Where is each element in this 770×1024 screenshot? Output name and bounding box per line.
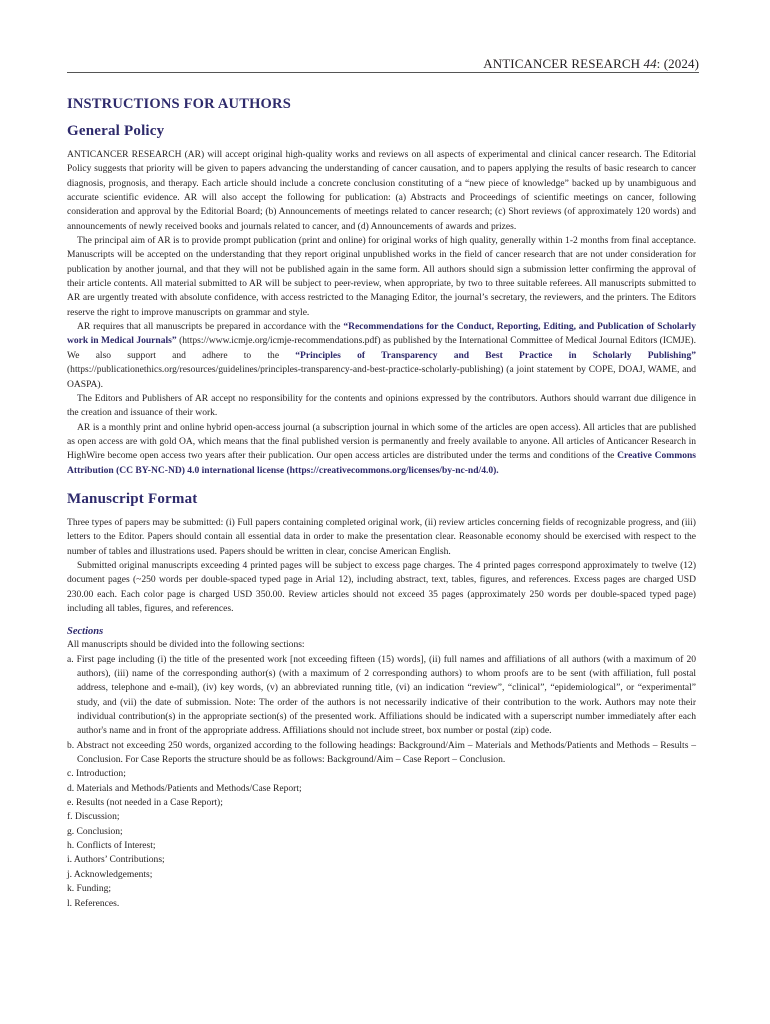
list-item: b. Abstract not exceeding 250 words, organized according to the following headings: Background/Aim – Materials and Methods/Patients and Methods – Results – Conclusion. For Case Reports the structure should be as follows: Background/Aim – Case Report – Conclusion. xyxy=(67,739,696,766)
header-divider xyxy=(67,72,699,73)
general-policy-paragraph-1: ANTICANCER RESEARCH (AR) will accept original high-quality works and reviews on all aspects of experimental and clinical cancer research. The Editorial Policy suggests that priority will be given to papers advancing the understanding of cancer causation, and to papers applying the results of basic research to cancer diagnosis, prognosis, and therapy. Each article should include a concrete conclusion constituting of a “new piece of knowledge” backed up by unambiguous and accurate scientific evidence. AR will also accept the following for publication: (a) Abstracts and Proceedings of scientific meetings on cancer, following consideration and approval by the Editorial Board; (b) Announcements of meetings related to cancer research; (c) Short reviews (of approximately 120 words) and announcements of newly received books and journals related to cancer, and (d) Announcements of awards and prizes. xyxy=(67,149,696,232)
running-header xyxy=(0,56,699,72)
journal-year: : (2024) xyxy=(656,56,699,71)
transparency-principles-link[interactable]: “Principles of Transparency and Best Practice in Scholarly Publishing” xyxy=(295,349,696,361)
list-item: c. Introduction; xyxy=(67,768,126,780)
icmje-recommendations-link[interactable]: “Recommendations for the Conduct, Reporting, Editing, and Publication of Scholarly work in Medical Journals” xyxy=(67,321,696,347)
sections-list xyxy=(67,653,696,911)
general-policy-body xyxy=(67,148,696,478)
list-item: i. Authors’ Contributions; xyxy=(67,854,165,866)
general-policy-paragraph-5: AR is a monthly print and online hybrid open-access journal (a subscription journal in which some of the articles are open access). All articles that are published as open access are with gold OA, which means that the final published version is permanently and freely available to anyone. All articles of Anticancer Research in HighWire become open access two years after their publication. Our open access articles are distributed under the terms and conditions of the Creative Commons Attribution (CC BY-NC-ND) 4.0 international license (https://creativecommons.org/licenses/by-nc-nd/4.0). xyxy=(67,421,696,476)
general-policy-heading: General Policy xyxy=(67,123,165,139)
sections-heading: Sections xyxy=(67,626,104,638)
list-item: k. Funding; xyxy=(67,883,112,895)
list-item: e. Results (not needed in a Case Report); xyxy=(67,797,223,809)
list-item: d. Materials and Methods/Patients and Methods/Case Report; xyxy=(67,782,302,794)
general-policy-paragraph-3: AR requires that all manuscripts be prepared in accordance with the “Recommendations for the Conduct, Reporting, Editing, and Publication of Scholarly work in Medical Journals” (https://www.icmje.org/icmje-recommendations.pdf) as published by the International Committee of Medical Journal Editors (ICMJE). We also support and adhere to the “Principles of Transparency and Best Practice in Scholarly Publishing” (https://publicationethics.org/resources/guidelines/principles-transparency-and-best-practice-scholarly-publishing) (a joint statement by COPE, DOAJ, WAME, and OASPA). xyxy=(67,321,696,390)
manuscript-format-paragraph-1: Three types of papers may be submitted: (i) Full papers containing completed original work, (ii) review articles concerning fields of recognizable progress, and (iii) letters to the Editor. Papers should contain all essential data in order to make the presentation clear. Reasonable economy should be exercised with respect to the number of tables and illustrations used. Papers should be written in clear, concise American English. xyxy=(67,516,696,557)
page-title: INSTRUCTIONS FOR AUTHORS xyxy=(67,96,291,112)
list-item: f. Discussion; xyxy=(67,811,120,823)
list-item: j. Acknowledgements; xyxy=(67,868,153,880)
general-policy-paragraph-2: The principal aim of AR is to provide prompt publication (print and online) for original works of high quality, generally within 1-2 months from final acceptance. Manuscripts will be accepted on the understanding that they report original unpublished works in the field of cancer research that are not under consideration for publication by another journal, and that they will not be published again in the same form. All authors should sign a submission letter confirming the approval of their article contents. All material submitted to AR will be subject to peer-review, when appropriate, by two to three suitable referees. All manuscripts submitted to AR are urgently treated with absolute confidence, with access restricted to the Managing Editor, the journal’s secretary, the reviewers, and the printers. The Editors reserve the right to improve manuscripts on grammar and style. xyxy=(67,235,696,318)
list-item: a. First page including (i) the title of the presented work [not exceeding fifteen (15) words], (ii) full names and affiliations of all authors (with a maximum of 20 authors), (iii) name of the corresponding author(s) (with a maximum of 2 corresponding authors) to whom proofs are to be sent (with affiliation, full postal address, telephone and e-mail), (iv) key words, (v) an abbreviated running title, (vi) an indication “review”, “clinical”, “epidemiological”, or “experimental” study, and (vii) the date of submission. Note: The order of the authors is not necessarily indicative of their contribution to the work. Authors may note their individual contribution(s) in the appropriate section(s) of the presented work. Affiliations should be indicated with a superscript number immediately after each author's name and in front of the appropriate address. Affiliations should not include street, box number or postal (zip) code. xyxy=(67,653,696,737)
manuscript-format-paragraph-2: Submitted original manuscripts exceeding 4 printed pages will be subject to excess page charges. The 4 printed pages correspond approximately to twelve (12) document pages (~250 words per double-spaced typed page in Arial 12), including abstract, text, tables, figures, and references. Excess pages are charged USD 230.00 each. Each color page is charged USD 350.00. Review articles should not exceed 35 pages (approximately 250 words per double-spaced typed page) including all tables, figures, and references. xyxy=(67,559,696,614)
journal-name: ANTICANCER RESEARCH xyxy=(483,56,641,71)
cc-license-link[interactable]: Creative Commons Attribution (CC BY-NC-ND) 4.0 international license (https://creativecommons.org/licenses/by-nc-nd/4.0). xyxy=(67,450,696,476)
list-item: l. References. xyxy=(67,897,120,909)
manuscript-format-body xyxy=(67,516,696,616)
page-content xyxy=(67,96,696,911)
list-item: g. Conclusion; xyxy=(67,825,123,837)
manuscript-format-heading: Manuscript Format xyxy=(67,490,198,507)
general-policy-paragraph-4: The Editors and Publishers of AR accept no responsibility for the contents and opinions expressed by the contributors. Authors should warrant due diligence in the creation and issuance of their work. xyxy=(67,392,696,419)
journal-volume: 44 xyxy=(643,56,657,71)
sections-intro: All manuscripts should be divided into the following sections: xyxy=(67,639,305,651)
list-item: h. Conflicts of Interest; xyxy=(67,840,156,852)
